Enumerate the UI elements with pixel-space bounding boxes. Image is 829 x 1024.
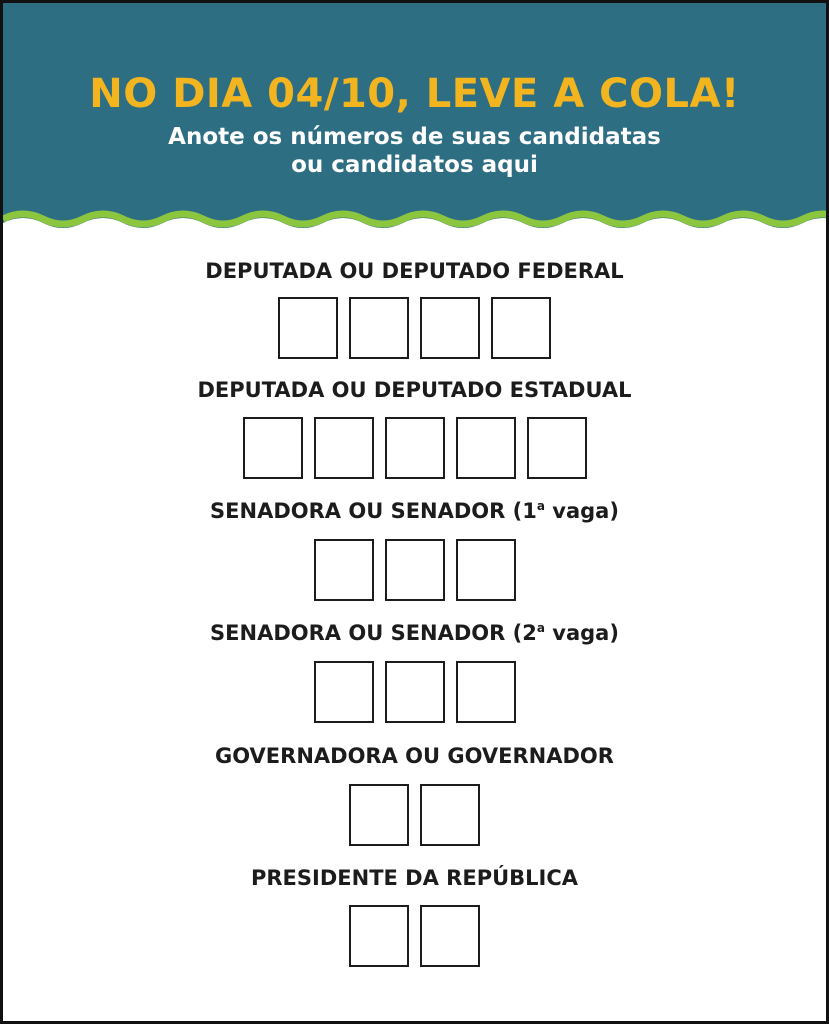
label-text: vaga) (544, 499, 619, 523)
label-ordinal: a (536, 621, 545, 635)
digit-box[interactable] (456, 539, 516, 601)
digit-box[interactable] (385, 661, 445, 723)
page-title: NO DIA 04/10, LEVE A COLA! (89, 71, 740, 117)
label-text: SENADORA OU SENADOR (1 (210, 499, 537, 523)
label-presidente: PRESIDENTE DA REPÚBLICA (251, 866, 578, 890)
digit-box[interactable] (420, 784, 480, 846)
digit-box[interactable] (491, 297, 551, 359)
boxes-senador-1a-vaga (3, 539, 826, 601)
label-deputado-estadual: DEPUTADA OU DEPUTADO ESTADUAL (197, 378, 632, 402)
boxes-governador (3, 784, 826, 846)
digit-box[interactable] (314, 539, 374, 601)
label-governador: GOVERNADORA OU GOVERNADOR (215, 744, 614, 768)
subtitle-line-1: Anote os números de suas candidatas (168, 124, 661, 150)
digit-box[interactable] (278, 297, 338, 359)
page-subtitle (3, 123, 826, 179)
digit-box[interactable] (314, 417, 374, 479)
boxes-presidente (3, 905, 826, 967)
boxes-deputado-estadual (3, 417, 826, 479)
digit-box[interactable] (420, 905, 480, 967)
label-senador-1a-vaga (3, 499, 826, 523)
digit-box[interactable] (385, 539, 445, 601)
boxes-senador-2a-vaga (3, 661, 826, 723)
label-text: vaga) (544, 621, 619, 645)
digit-box[interactable] (314, 661, 374, 723)
digit-box[interactable] (349, 297, 409, 359)
digit-box[interactable] (527, 417, 587, 479)
subtitle-line-2: ou candidatos aqui (291, 152, 538, 178)
digit-box[interactable] (456, 417, 516, 479)
wave-divider (3, 201, 826, 241)
label-text: SENADORA OU SENADOR (2 (210, 621, 537, 645)
digit-box[interactable] (456, 661, 516, 723)
digit-box[interactable] (349, 784, 409, 846)
label-senador-2a-vaga (3, 621, 826, 645)
label-ordinal: a (536, 499, 545, 513)
digit-box[interactable] (420, 297, 480, 359)
digit-box[interactable] (349, 905, 409, 967)
label-deputado-federal: DEPUTADA OU DEPUTADO FEDERAL (205, 259, 624, 283)
digit-box[interactable] (243, 417, 303, 479)
boxes-deputado-federal (3, 297, 826, 359)
digit-box[interactable] (385, 417, 445, 479)
